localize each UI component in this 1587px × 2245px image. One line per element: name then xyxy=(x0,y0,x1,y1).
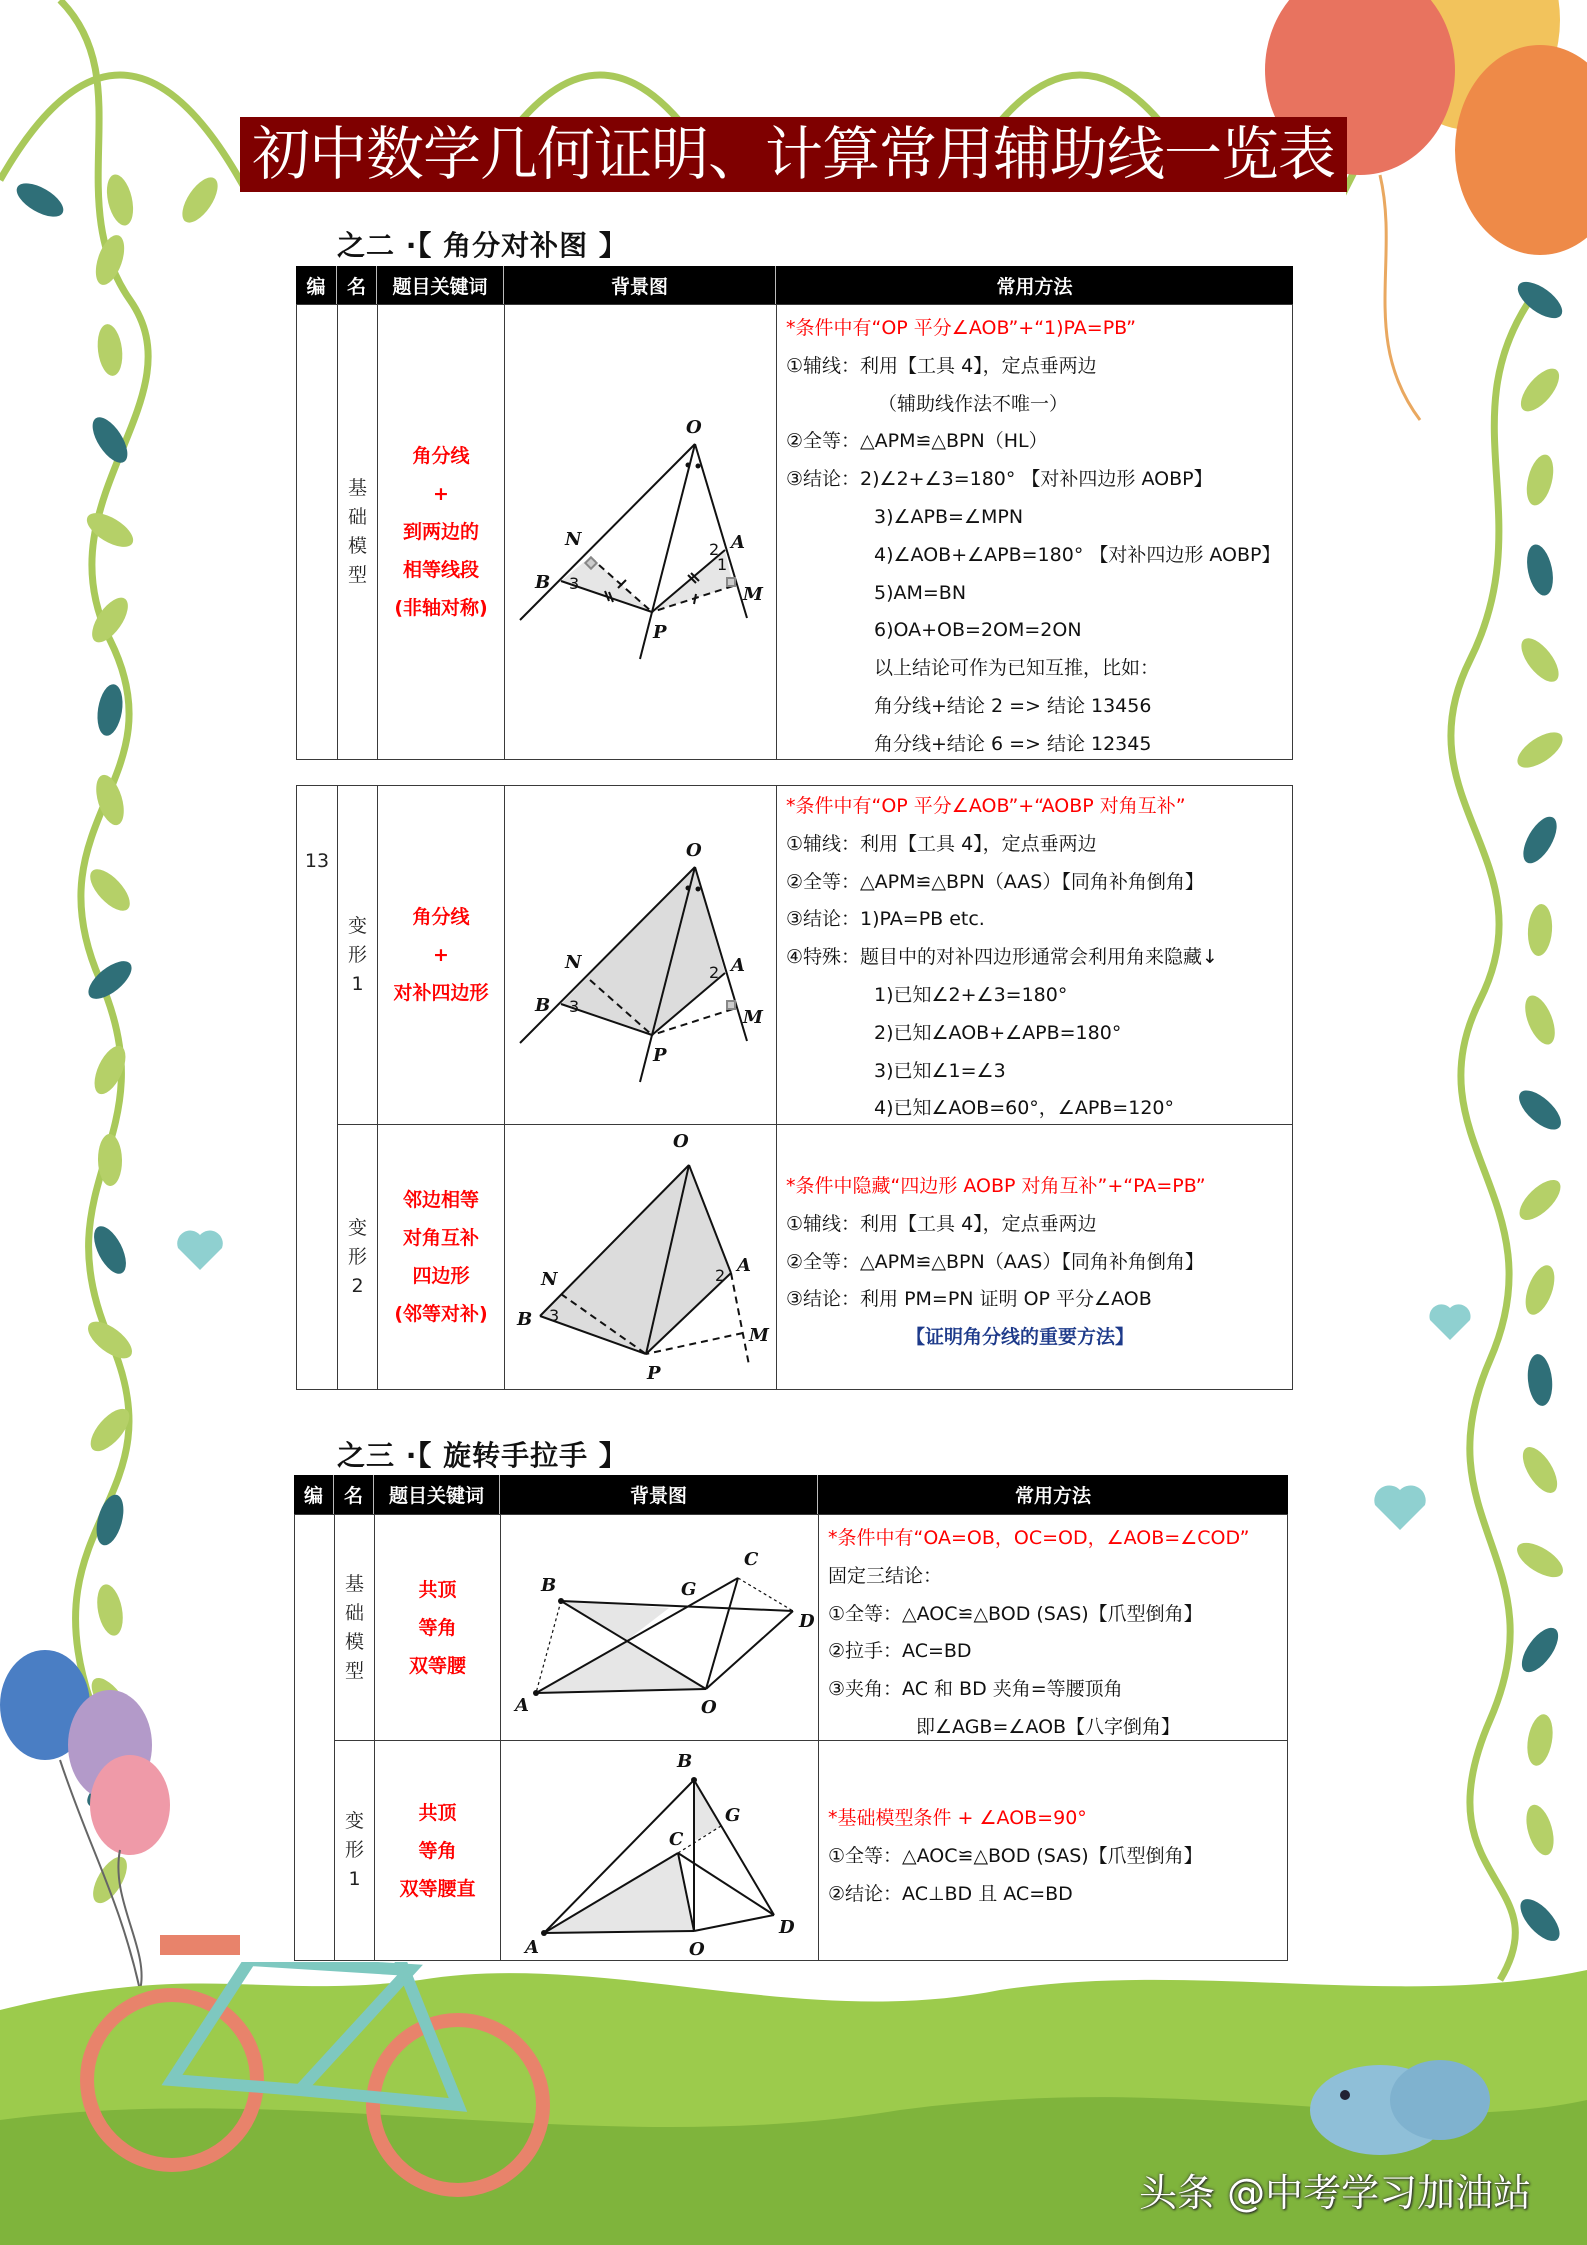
svg-text:3: 3 xyxy=(569,574,580,593)
header-methods: 常用方法 xyxy=(818,1475,1288,1514)
svg-text:N: N xyxy=(565,529,582,550)
svg-text:A: A xyxy=(737,1255,751,1276)
header-methods: 常用方法 xyxy=(776,266,1293,304)
svg-text:B: B xyxy=(677,1751,693,1772)
leaf-icon xyxy=(1515,1622,1565,1678)
method-line: （辅助线作法不唯一） xyxy=(878,392,1069,415)
leaf-icon xyxy=(1525,1353,1554,1407)
svg-text:P: P xyxy=(653,1045,667,1066)
method-line: *条件中隐藏“四边形 AOBP 对角互补”+“PA=PB” xyxy=(786,1175,1206,1197)
keyword-line: 角分线 xyxy=(412,445,470,467)
svg-text:B: B xyxy=(541,1575,557,1596)
svg-text:2: 2 xyxy=(709,963,720,982)
leaf-icon xyxy=(1514,1893,1567,1948)
method-line: *条件中有“OA=OB，OC=OD，∠AOB=∠COD” xyxy=(828,1527,1250,1549)
header-diagram: 背景图 xyxy=(504,266,776,304)
leaf-icon xyxy=(1513,1173,1567,1226)
svg-text:M: M xyxy=(743,1007,763,1028)
rotation-basic-diagram xyxy=(501,1515,819,1741)
section-title-rotation-handshake: 之三 ·【 旋转手拉手 】 xyxy=(337,1439,628,1472)
keyword-line: 对补四边形 xyxy=(393,982,489,1004)
method-line: ①全等：△AOC≌△BOD (SAS)【爪型倒角】 xyxy=(828,1602,1203,1625)
keywords-cell xyxy=(374,1514,501,1741)
svg-text:B: B xyxy=(535,572,551,593)
leaf-icon xyxy=(1522,452,1558,508)
svg-text:A: A xyxy=(515,1695,529,1716)
svg-text:D: D xyxy=(779,1917,795,1938)
header-keywords: 题目关键词 xyxy=(374,1475,500,1514)
method-line: 5)AM=BN xyxy=(874,581,967,604)
leaf-icon xyxy=(88,1221,133,1278)
leaf-icon xyxy=(1514,362,1566,417)
svg-text:G: G xyxy=(681,1579,697,1600)
header-keywords: 题目关键词 xyxy=(377,266,504,304)
leaf-icon xyxy=(93,1582,126,1638)
name-char: 基 xyxy=(344,1572,364,1595)
keyword-line: (邻等对补) xyxy=(394,1303,488,1325)
keywords-cell xyxy=(377,1124,505,1390)
method-line: ①辅线：利用【工具 4】，定点垂两边 xyxy=(786,1212,1097,1235)
name-cell xyxy=(334,1514,375,1741)
leaf-icon xyxy=(1519,991,1561,1048)
svg-text:M: M xyxy=(743,584,763,605)
name-cell xyxy=(337,1124,378,1390)
keyword-line: + xyxy=(433,483,449,505)
watermark: 头条 @中考学习加油站 xyxy=(1139,2171,1532,2215)
svg-text:O: O xyxy=(686,417,702,438)
leaf-icon xyxy=(88,1041,132,1098)
keyword-line: + xyxy=(433,944,449,966)
name-char: 基 xyxy=(347,477,367,499)
svg-text:G: G xyxy=(725,1805,741,1826)
svg-text:2: 2 xyxy=(715,1266,726,1285)
svg-text:3: 3 xyxy=(549,1306,560,1325)
method-line: 角分线+结论 6 => 结论 12345 xyxy=(874,732,1152,755)
keyword-line: 共顶 xyxy=(418,1801,457,1824)
method-line: 6)OA+OB=2OM=2ON xyxy=(874,619,1082,642)
leaf-icon xyxy=(1520,1261,1560,1318)
svg-text:C: C xyxy=(744,1549,759,1570)
svg-text:3: 3 xyxy=(569,997,580,1016)
svg-text:2: 2 xyxy=(709,540,720,559)
leaf-icon xyxy=(90,232,130,289)
svg-text:N: N xyxy=(565,952,582,973)
svg-text:O: O xyxy=(686,840,702,861)
name-char: 模 xyxy=(347,535,367,557)
keyword-line: 等角 xyxy=(418,1616,457,1639)
header-diagram: 背景图 xyxy=(500,1475,818,1514)
header-number: 编 xyxy=(296,266,337,304)
keyword-line: (非轴对称) xyxy=(394,597,488,619)
leaf-icon xyxy=(1512,1536,1569,1584)
number-cell xyxy=(294,1514,335,1961)
leaf-icon xyxy=(86,1852,133,1909)
rotation-variant1-diagram xyxy=(501,1741,819,1961)
name-char: 2 xyxy=(351,1274,364,1297)
keywords-cell xyxy=(377,785,505,1125)
item-number: 13 xyxy=(296,785,338,1390)
diagram-cell xyxy=(504,1124,777,1390)
method-line: ③结论：1)PA=PB etc. xyxy=(786,908,985,931)
method-line: 4)已知∠AOB=60°，∠APB=120° xyxy=(874,1097,1174,1120)
keyword-line: 到两边的 xyxy=(402,521,479,543)
svg-text:A: A xyxy=(731,532,745,553)
keyword-line: 对角互补 xyxy=(402,1227,479,1249)
method-line: 固定三结论： xyxy=(828,1564,943,1587)
svg-text:A: A xyxy=(731,955,745,976)
svg-text:C: C xyxy=(669,1829,684,1850)
name-char: 形 xyxy=(347,943,367,966)
method-line: ④特殊：题目中的对补四边形通常会利用角来隐藏↓ xyxy=(786,946,1218,969)
svg-text:O: O xyxy=(673,1131,689,1152)
keyword-line: 共顶 xyxy=(418,1578,457,1601)
keywords-cell xyxy=(374,1740,501,1961)
svg-text:M: M xyxy=(749,1325,769,1346)
svg-text:O: O xyxy=(701,1697,717,1718)
method-line: *条件中有“OP 平分∠AOB”+“1)PA=PB” xyxy=(786,317,1137,339)
method-line: ③结论：利用 PM=PN 证明 OP 平分∠AOB xyxy=(786,1288,1152,1311)
method-line: ②全等：△APM≌△BPN（AAS）【同角补角倒角】 xyxy=(786,870,1204,893)
method-line: 1)已知∠2+∠3=180° xyxy=(874,984,1068,1006)
method-line: 角分线+结论 2 => 结论 13456 xyxy=(874,695,1152,717)
diagram-cell xyxy=(500,1514,819,1741)
svg-text:P: P xyxy=(653,622,667,643)
method-line: ②全等：△APM≌△BPN（AAS）【同角补角倒角】 xyxy=(786,1250,1204,1273)
method-line: 3)∠APB=∠MPN xyxy=(874,506,1024,528)
svg-text:O: O xyxy=(689,1939,705,1960)
svg-text:A: A xyxy=(525,1937,539,1958)
leaf-icon xyxy=(102,172,137,228)
method-line: ③夹角：AC 和 BD 夹角=等腰顶角 xyxy=(828,1678,1123,1701)
leaf-icon xyxy=(176,172,225,229)
leaf-icon xyxy=(83,863,136,917)
name-char: 础 xyxy=(347,506,367,528)
number-cell xyxy=(296,304,338,760)
keyword-line: 相等线段 xyxy=(402,559,479,581)
name-cell xyxy=(334,1740,375,1961)
method-line: ①全等：△AOC≌△BOD (SAS)【爪型倒角】 xyxy=(828,1844,1203,1867)
method-line: 4)∠AOB+∠APB=180° 【对补四边形 AOBP】 xyxy=(874,543,1281,566)
method-line: 即∠AGB=∠AOB【八字倒角】 xyxy=(916,1716,1181,1738)
leaf-icon xyxy=(1512,726,1569,775)
method-line: *基础模型条件 + ∠AOB=90° xyxy=(828,1807,1087,1829)
svg-text:N: N xyxy=(541,1269,558,1290)
name-cell xyxy=(337,304,378,760)
header-number: 编 xyxy=(294,1475,334,1514)
name-cell xyxy=(337,785,378,1125)
svg-text:P: P xyxy=(647,1363,661,1384)
name-char: 1 xyxy=(348,1868,361,1890)
balloons-bottom-left xyxy=(0,1650,170,1990)
name-char: 型 xyxy=(347,564,367,586)
page-title: 初中数学几何证明、计算常用辅助线一览表 xyxy=(240,117,1347,192)
method-line: 【证明角分线的重要方法】 xyxy=(906,1326,1135,1349)
name-char: 变 xyxy=(347,914,367,937)
method-line: *条件中有“OP 平分∠AOB”+“AOBP 对角互补” xyxy=(786,795,1186,817)
keyword-line: 双等腰 xyxy=(408,1654,466,1677)
name-char: 变 xyxy=(347,1216,367,1239)
leaf-icon xyxy=(1526,903,1554,957)
leaf-icon xyxy=(1521,1802,1558,1859)
keyword-line: 等角 xyxy=(418,1839,457,1862)
keywords-cell xyxy=(377,304,505,760)
svg-text:B: B xyxy=(535,995,551,1016)
angle-bisector-variant1-diagram xyxy=(505,786,777,1125)
name-char: 模 xyxy=(344,1630,364,1653)
name-char: 础 xyxy=(344,1601,364,1624)
svg-text:B: B xyxy=(517,1309,533,1330)
keyword-line: 角分线 xyxy=(412,906,470,928)
diagram-cell xyxy=(504,785,777,1125)
keyword-line: 邻边相等 xyxy=(402,1189,479,1211)
svg-text:D: D xyxy=(799,1611,815,1632)
leaf-icon xyxy=(11,177,68,224)
leaf-icon xyxy=(94,682,126,737)
keyword-line: 四边形 xyxy=(412,1265,470,1287)
angle-bisector-basic-diagram xyxy=(505,305,777,760)
leaf-icon xyxy=(1516,1442,1564,1499)
method-line: 以上结论可作为已知互推，比如： xyxy=(874,657,1160,680)
method-line: ①辅线：利用【工具 4】，定点垂两边 xyxy=(786,832,1097,855)
name-char: 变 xyxy=(344,1810,364,1832)
leaf-icon xyxy=(1513,1084,1568,1137)
method-line: ①辅线：利用【工具 4】，定点垂两边 xyxy=(786,354,1097,377)
header-name: 名 xyxy=(337,266,377,304)
name-char: 形 xyxy=(344,1839,364,1861)
leaf-icon xyxy=(1517,811,1564,868)
method-line: 3)已知∠1=∠3 xyxy=(874,1059,1006,1082)
name-char: 型 xyxy=(344,1659,364,1682)
method-line: ②结论：AC⊥BD 且 AC=BD xyxy=(828,1882,1073,1905)
diagram-cell xyxy=(500,1740,819,1961)
leaf-icon xyxy=(95,323,125,378)
leaf-icon xyxy=(1515,632,1566,688)
leaf-icon xyxy=(1524,1712,1557,1767)
diagram-cell xyxy=(504,304,777,760)
section-title-angle-bisector: 之二 ·【 角分对补图 】 xyxy=(337,229,628,262)
name-char: 形 xyxy=(347,1245,367,1268)
keyword-line: 双等腰直 xyxy=(399,1877,476,1900)
method-line: 2)已知∠AOB+∠APB=180° xyxy=(874,1021,1122,1044)
header-name: 名 xyxy=(334,1475,374,1514)
leaf-icon xyxy=(82,1315,138,1365)
angle-bisector-variant2-diagram xyxy=(505,1125,777,1390)
name-char: 1 xyxy=(351,972,364,995)
svg-text:1: 1 xyxy=(717,555,728,574)
leaf-icon xyxy=(1523,542,1557,598)
method-line: ③结论：2)∠2+∠3=180° 【对补四边形 AOBP】 xyxy=(786,468,1213,491)
method-line: ②拉手：AC=BD xyxy=(828,1640,972,1663)
method-line: ②全等：△APM≌△BPN（HL） xyxy=(786,430,1048,453)
